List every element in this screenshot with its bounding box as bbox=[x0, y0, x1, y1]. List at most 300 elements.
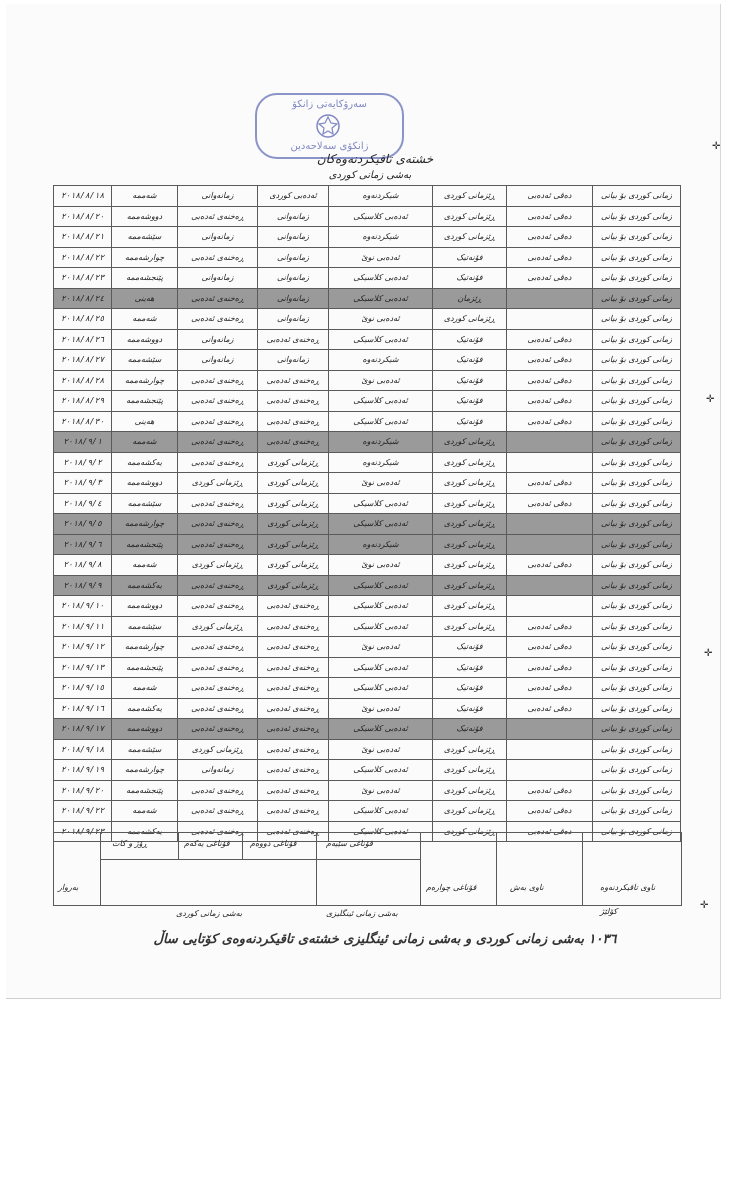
cell-day: شەممە bbox=[112, 555, 178, 576]
table-row bbox=[54, 247, 681, 268]
table-row bbox=[54, 432, 681, 453]
table-row bbox=[54, 698, 681, 719]
table-row bbox=[54, 493, 681, 514]
table-row bbox=[54, 657, 681, 678]
cell-c6: زمانی کوردی بۆ بیانی bbox=[593, 247, 681, 268]
cell-day: پێنجشەممە bbox=[112, 268, 178, 289]
cell-c4: ڕێزمانی کوردی bbox=[433, 452, 507, 473]
cell-c5: دەقی ئەدەبی bbox=[507, 268, 593, 289]
cell-c3: ئەدەبی کلاسیکی bbox=[329, 657, 433, 678]
cell-c6: زمانی کوردی بۆ بیانی bbox=[593, 637, 681, 658]
cell-c2: ڕێزمانی کوردی bbox=[258, 493, 329, 514]
cell-c1: ڕەخنەی ئەدەبی bbox=[178, 247, 258, 268]
cell-date: ٢٠١٨/٩/١٠ bbox=[54, 596, 112, 617]
cell-c4: ڕێزمانی کوردی bbox=[433, 821, 507, 842]
cell-c5: دەقی ئەدەبی bbox=[507, 227, 593, 248]
cell-c4: فۆنەتیک bbox=[433, 391, 507, 412]
cell-c4: ڕێزمانی کوردی bbox=[433, 780, 507, 801]
cell-c2: زمانەوانی bbox=[258, 206, 329, 227]
cell-c4: فۆنەتیک bbox=[433, 329, 507, 350]
cell-date: ٢٠١٨/٩/٢٣ bbox=[54, 821, 112, 842]
cell-c2: ڕەخنەی ئەدەبی bbox=[258, 432, 329, 453]
cell-c1: ڕەخنەی ئەدەبی bbox=[178, 678, 258, 699]
stamp-bottom-text: زانکۆی سەلاحەدین bbox=[290, 141, 369, 152]
cell-c1: ڕەخنەی ئەدەبی bbox=[178, 596, 258, 617]
table-row bbox=[54, 801, 681, 822]
cell-c3: ئەدەبی نوێ bbox=[329, 473, 433, 494]
cell-date: ٢٠١٨/٩/٨ bbox=[54, 555, 112, 576]
table-row bbox=[54, 514, 681, 535]
cell-c3: ئەدەبی نوێ bbox=[329, 370, 433, 391]
table-row bbox=[54, 288, 681, 309]
cell-c5 bbox=[507, 534, 593, 555]
cell-c2: زمانەوانی bbox=[258, 268, 329, 289]
cell-c4: فۆنەتیک bbox=[433, 247, 507, 268]
cell-c2: ڕەخنەی ئەدەبی bbox=[258, 329, 329, 350]
cell-c6: زمانی کوردی بۆ بیانی bbox=[593, 801, 681, 822]
cell-c6: زمانی کوردی بۆ بیانی bbox=[593, 206, 681, 227]
cell-c4: ڕێزمانی کوردی bbox=[433, 596, 507, 617]
table-row bbox=[54, 596, 681, 617]
cell-c6: زمانی کوردی بۆ بیانی bbox=[593, 616, 681, 637]
cell-c3: ئەدەبی نوێ bbox=[329, 247, 433, 268]
cell-date: ٢٠١٨/٨/٢٤ bbox=[54, 288, 112, 309]
cell-c5 bbox=[507, 452, 593, 473]
cell-c3: ئەدەبی کلاسیکی bbox=[329, 596, 433, 617]
cell-c4: فۆنەتیک bbox=[433, 268, 507, 289]
footer-group-2: بەشی زمانی ئینگلیزی bbox=[326, 909, 398, 918]
cell-c5: دەقی ئەدەبی bbox=[507, 350, 593, 371]
margin-mark-3: ✛ bbox=[704, 648, 713, 659]
cell-c2: ڕەخنەی ئەدەبی bbox=[258, 719, 329, 740]
cell-c4: ڕێزمانی کوردی bbox=[433, 616, 507, 637]
cell-c2: ڕەخنەی ئەدەبی bbox=[258, 391, 329, 412]
cell-c5 bbox=[507, 575, 593, 596]
cell-date: ٢٠١٨/٨/٢٠ bbox=[54, 206, 112, 227]
cell-c6: زمانی کوردی بۆ بیانی bbox=[593, 370, 681, 391]
cell-c3: ئەدەبی کلاسیکی bbox=[329, 329, 433, 350]
cell-c5: دەقی ئەدەبی bbox=[507, 637, 593, 658]
cell-c6: زمانی کوردی بۆ بیانی bbox=[593, 821, 681, 842]
cell-c6: زمانی کوردی بۆ بیانی bbox=[593, 596, 681, 617]
cell-day: دووشەممە bbox=[112, 473, 178, 494]
cell-c2: ڕەخنەی ئەدەبی bbox=[258, 411, 329, 432]
cell-c2: زمانەوانی bbox=[258, 247, 329, 268]
footer-col-g: ناوی تاقیکردنەوە bbox=[600, 883, 656, 892]
cell-c2: زمانەوانی bbox=[258, 227, 329, 248]
table-row bbox=[54, 370, 681, 391]
cell-c1: ڕەخنەی ئەدەبی bbox=[178, 391, 258, 412]
footer-col-d: قۆناغی چوارەم bbox=[426, 883, 477, 892]
cell-c4: ڕێزمانی کوردی bbox=[433, 432, 507, 453]
margin-mark-1: ✛ bbox=[712, 141, 721, 152]
cell-c5 bbox=[507, 288, 593, 309]
cell-c2: ڕەخنەی ئەدەبی bbox=[258, 801, 329, 822]
cell-c5: دەقی ئەدەبی bbox=[507, 678, 593, 699]
table-row bbox=[54, 452, 681, 473]
cell-date: ٢٠١٨/٩/٥ bbox=[54, 514, 112, 535]
cell-c2: ڕەخنەی ئەدەبی bbox=[258, 780, 329, 801]
cell-c2: ڕەخنەی ئەدەبی bbox=[258, 637, 329, 658]
cell-c2: ڕێزمانی کوردی bbox=[258, 555, 329, 576]
cell-c6: زمانی کوردی بۆ بیانی bbox=[593, 452, 681, 473]
cell-c1: ڕەخنەی ئەدەبی bbox=[178, 821, 258, 842]
table-row bbox=[54, 719, 681, 740]
cell-c1: ڕێزمانی کوردی bbox=[178, 616, 258, 637]
cell-day: شەممە bbox=[112, 801, 178, 822]
cell-c6: زمانی کوردی بۆ بیانی bbox=[593, 678, 681, 699]
cell-date: ٢٠١٨/٨/٢٢ bbox=[54, 247, 112, 268]
table-row bbox=[54, 616, 681, 637]
cell-c2: زمانەوانی bbox=[258, 288, 329, 309]
cell-c5: دەقی ئەدەبی bbox=[507, 698, 593, 719]
cell-day: چوارشەممە bbox=[112, 370, 178, 391]
stamp-top-text: سەرۆکایەتی زانکۆ bbox=[292, 99, 367, 110]
cell-day: یەکشەممە bbox=[112, 698, 178, 719]
cell-c6: زمانی کوردی بۆ بیانی bbox=[593, 555, 681, 576]
cell-day: شەممە bbox=[112, 678, 178, 699]
cell-c1: ڕەخنەی ئەدەبی bbox=[178, 432, 258, 453]
cell-c4: ڕێزمانی کوردی bbox=[433, 493, 507, 514]
cell-c5 bbox=[507, 719, 593, 740]
cell-c4: فۆنەتیک bbox=[433, 637, 507, 658]
cell-day: شەممە bbox=[112, 186, 178, 207]
cell-c2: ڕەخنەی ئەدەبی bbox=[258, 596, 329, 617]
table-row bbox=[54, 555, 681, 576]
cell-c6: زمانی کوردی بۆ بیانی bbox=[593, 780, 681, 801]
cell-c2: ڕێزمانی کوردی bbox=[258, 473, 329, 494]
cell-c1: ڕەخنەی ئەدەبی bbox=[178, 719, 258, 740]
cell-c1: ڕەخنەی ئەدەبی bbox=[178, 309, 258, 330]
footer-col-f: کۆلێژ bbox=[600, 907, 618, 916]
cell-c3: ئەدەبی کلاسیکی bbox=[329, 678, 433, 699]
cell-day: هەینی bbox=[112, 288, 178, 309]
cell-day: چوارشەممە bbox=[112, 637, 178, 658]
cell-day: یەکشەممە bbox=[112, 821, 178, 842]
cell-date: ٢٠١٨/٩/١٦ bbox=[54, 698, 112, 719]
cell-c5 bbox=[507, 432, 593, 453]
document-subtitle: بەشی زمانی کوردی bbox=[328, 170, 412, 181]
cell-c4: ڕێزمانی کوردی bbox=[433, 555, 507, 576]
cell-c6: زمانی کوردی بۆ بیانی bbox=[593, 329, 681, 350]
footer-header-table bbox=[53, 832, 682, 918]
cell-c3: ئەدەبی کلاسیکی bbox=[329, 206, 433, 227]
cell-day: پێنجشەممە bbox=[112, 657, 178, 678]
cell-c6: زمانی کوردی بۆ بیانی bbox=[593, 473, 681, 494]
table-row bbox=[54, 329, 681, 350]
cell-c5: دەقی ئەدەبی bbox=[507, 555, 593, 576]
cell-c4: فۆنەتیک bbox=[433, 370, 507, 391]
cell-date: ٢٠١٨/٩/١٥ bbox=[54, 678, 112, 699]
cell-c4: ڕێزمانی کوردی bbox=[433, 801, 507, 822]
cell-c5: دەقی ئەدەبی bbox=[507, 801, 593, 822]
cell-c1: زمانەوانی bbox=[178, 329, 258, 350]
cell-c5: دەقی ئەدەبی bbox=[507, 247, 593, 268]
cell-c3: ئەدەبی نوێ bbox=[329, 739, 433, 760]
cell-c1: ڕەخنەی ئەدەبی bbox=[178, 370, 258, 391]
cell-c6: زمانی کوردی بۆ بیانی bbox=[593, 432, 681, 453]
footer-day-header: ڕۆژ و کات bbox=[112, 839, 148, 848]
cell-c1: ڕەخنەی ئەدەبی bbox=[178, 801, 258, 822]
cell-day: پێنجشەممە bbox=[112, 780, 178, 801]
cell-day: هەینی bbox=[112, 411, 178, 432]
table-row bbox=[54, 391, 681, 412]
cell-c4: فۆنەتیک bbox=[433, 411, 507, 432]
cell-c5: دەقی ئەدەبی bbox=[507, 411, 593, 432]
cell-c4: ڕێزمان bbox=[433, 288, 507, 309]
cell-day: سێشەممە bbox=[112, 493, 178, 514]
cell-c3: ئەدەبی کلاسیکی bbox=[329, 719, 433, 740]
cell-c2: ڕەخنەی ئەدەبی bbox=[258, 678, 329, 699]
cell-c4: ڕێزمانی کوردی bbox=[433, 473, 507, 494]
cell-c1: ڕێزمانی کوردی bbox=[178, 473, 258, 494]
cell-c6: زمانی کوردی بۆ بیانی bbox=[593, 350, 681, 371]
cell-c1: ڕەخنەی ئەدەبی bbox=[178, 534, 258, 555]
cell-day: دووشەممە bbox=[112, 329, 178, 350]
cell-c2: ڕەخنەی ئەدەبی bbox=[258, 657, 329, 678]
table-row bbox=[54, 473, 681, 494]
table-row bbox=[54, 739, 681, 760]
table-row bbox=[54, 206, 681, 227]
cell-c3: ئەدەبی کلاسیکی bbox=[329, 801, 433, 822]
cell-c5 bbox=[507, 760, 593, 781]
cell-c4: ڕێزمانی کوردی bbox=[433, 534, 507, 555]
cell-date: ٢٠١٨/٩/٢٢ bbox=[54, 801, 112, 822]
cell-c1: زمانەوانی bbox=[178, 350, 258, 371]
cell-date: ٢٠١٨/٨/٢١ bbox=[54, 227, 112, 248]
cell-c2: ڕێزمانی کوردی bbox=[258, 534, 329, 555]
cell-c4: ڕێزمانی کوردی bbox=[433, 760, 507, 781]
cell-date: ٢٠١٨/٨/٢٧ bbox=[54, 350, 112, 371]
cell-c5: دەقی ئەدەبی bbox=[507, 206, 593, 227]
cell-c5: دەقی ئەدەبی bbox=[507, 821, 593, 842]
cell-c5: دەقی ئەدەبی bbox=[507, 186, 593, 207]
table-row bbox=[54, 268, 681, 289]
footer-col-b: قۆناغی دووەم bbox=[250, 839, 297, 848]
cell-day: سێشەممە bbox=[112, 350, 178, 371]
table-row bbox=[54, 411, 681, 432]
table-row bbox=[54, 350, 681, 371]
footer-date-label: بەروار bbox=[58, 883, 79, 892]
cell-c3: شیکردنەوە bbox=[329, 452, 433, 473]
table-row bbox=[54, 780, 681, 801]
cell-date: ٢٠١٨/٩/٣ bbox=[54, 473, 112, 494]
cell-c3: ئەدەبی کلاسیکی bbox=[329, 616, 433, 637]
cell-date: ٢٠١٨/٩/١١ bbox=[54, 616, 112, 637]
cell-c3: ئەدەبی نوێ bbox=[329, 309, 433, 330]
cell-c5: دەقی ئەدەبی bbox=[507, 329, 593, 350]
cell-date: ٢٠١٨/٩/٢٠ bbox=[54, 780, 112, 801]
cell-c6: زمانی کوردی بۆ بیانی bbox=[593, 288, 681, 309]
cell-c2: ڕەخنەی ئەدەبی bbox=[258, 739, 329, 760]
footer-note: ١٠٣٦ بەشی زمانی کوردی و بەشی زمانی ئینگلیزی خشتەی تاقیکردنەوەی کۆتایی ساڵ bbox=[153, 932, 617, 947]
cell-c6: زمانی کوردی بۆ بیانی bbox=[593, 268, 681, 289]
cell-c4: ڕێزمانی کوردی bbox=[433, 514, 507, 535]
cell-c6: زمانی کوردی بۆ بیانی bbox=[593, 309, 681, 330]
cell-c2: ڕێزمانی کوردی bbox=[258, 575, 329, 596]
cell-c3: ئەدەبی کلاسیکی bbox=[329, 411, 433, 432]
cell-c3: ئەدەبی کلاسیکی bbox=[329, 493, 433, 514]
cell-c6: زمانی کوردی بۆ بیانی bbox=[593, 575, 681, 596]
cell-c3: ئەدەبی کلاسیکی bbox=[329, 268, 433, 289]
cell-c1: ڕەخنەی ئەدەبی bbox=[178, 288, 258, 309]
table-row bbox=[54, 186, 681, 207]
cell-c1: ڕەخنەی ئەدەبی bbox=[178, 206, 258, 227]
cell-c2: ئەدەبی کوردی bbox=[258, 186, 329, 207]
cell-c2: ڕەخنەی ئەدەبی bbox=[258, 760, 329, 781]
cell-c4: ڕێزمانی کوردی bbox=[433, 227, 507, 248]
table-row bbox=[54, 678, 681, 699]
cell-day: چوارشەممە bbox=[112, 247, 178, 268]
cell-c3: ئەدەبی کلاسیکی bbox=[329, 391, 433, 412]
cell-date: ٢٠١٨/٩/٩ bbox=[54, 575, 112, 596]
cell-c2: ڕەخنەی ئەدەبی bbox=[258, 616, 329, 637]
cell-c3: شیکردنەوە bbox=[329, 534, 433, 555]
cell-day: دووشەممە bbox=[112, 719, 178, 740]
cell-c3: ئەدەبی نوێ bbox=[329, 698, 433, 719]
cell-day: پێنجشەممە bbox=[112, 391, 178, 412]
cell-day: یەکشەممە bbox=[112, 452, 178, 473]
stamp-emblem-icon bbox=[315, 113, 341, 139]
cell-c2: زمانەوانی bbox=[258, 309, 329, 330]
footer-group-1: بەشی زمانی کوردی bbox=[176, 909, 243, 918]
cell-date: ٢٠١٨/٩/٦ bbox=[54, 534, 112, 555]
cell-c2: زمانەوانی bbox=[258, 350, 329, 371]
cell-day: دووشەممە bbox=[112, 596, 178, 617]
cell-c3: ئەدەبی کلاسیکی bbox=[329, 514, 433, 535]
cell-c2: ڕێزمانی کوردی bbox=[258, 514, 329, 535]
cell-c5: دەقی ئەدەبی bbox=[507, 370, 593, 391]
cell-c1: ڕەخنەی ئەدەبی bbox=[178, 493, 258, 514]
cell-c6: زمانی کوردی بۆ بیانی bbox=[593, 411, 681, 432]
cell-day: سێشەممە bbox=[112, 227, 178, 248]
cell-day: پێنجشەممە bbox=[112, 534, 178, 555]
cell-day: شەممە bbox=[112, 309, 178, 330]
cell-c1: ڕێزمانی کوردی bbox=[178, 739, 258, 760]
cell-date: ٢٠١٨/٨/٢٦ bbox=[54, 329, 112, 350]
cell-c6: زمانی کوردی بۆ بیانی bbox=[593, 186, 681, 207]
cell-date: ٢٠١٨/٨/٢٣ bbox=[54, 268, 112, 289]
cell-c1: ڕەخنەی ئەدەبی bbox=[178, 575, 258, 596]
cell-c2: ڕەخنەی ئەدەبی bbox=[258, 698, 329, 719]
cell-c6: زمانی کوردی بۆ بیانی bbox=[593, 227, 681, 248]
cell-c6: زمانی کوردی بۆ بیانی bbox=[593, 760, 681, 781]
cell-c4: فۆنەتیک bbox=[433, 719, 507, 740]
cell-c5: دەقی ئەدەبی bbox=[507, 780, 593, 801]
cell-c3: ئەدەبی نوێ bbox=[329, 555, 433, 576]
cell-date: ٢٠١٨/٨/٢٩ bbox=[54, 391, 112, 412]
cell-c1: ڕەخنەی ئەدەبی bbox=[178, 452, 258, 473]
cell-day: دووشەممە bbox=[112, 206, 178, 227]
footer-col-e: ناوی بەش bbox=[510, 883, 544, 892]
cell-day: چوارشەممە bbox=[112, 514, 178, 535]
cell-c4: ڕێزمانی کوردی bbox=[433, 186, 507, 207]
cell-c3: شیکردنەوە bbox=[329, 186, 433, 207]
cell-c3: ئەدەبی کلاسیکی bbox=[329, 821, 433, 842]
cell-c1: ڕەخنەی ئەدەبی bbox=[178, 657, 258, 678]
cell-c5 bbox=[507, 596, 593, 617]
cell-c5 bbox=[507, 739, 593, 760]
cell-date: ٢٠١٨/٩/١٩ bbox=[54, 760, 112, 781]
cell-c4: ڕێزمانی کوردی bbox=[433, 309, 507, 330]
cell-date: ٢٠١٨/٩/١٢ bbox=[54, 637, 112, 658]
cell-c3: ئەدەبی نوێ bbox=[329, 780, 433, 801]
cell-date: ٢٠١٨/٨/٣٠ bbox=[54, 411, 112, 432]
cell-date: ٢٠١٨/٩/١٨ bbox=[54, 739, 112, 760]
cell-c1: ڕێزمانی کوردی bbox=[178, 555, 258, 576]
cell-c1: ڕەخنەی ئەدەبی bbox=[178, 780, 258, 801]
cell-c1: ڕەخنەی ئەدەبی bbox=[178, 411, 258, 432]
cell-day: سێشەممە bbox=[112, 739, 178, 760]
cell-date: ٢٠١٨/٨/٢٥ bbox=[54, 309, 112, 330]
cell-c2: ڕەخنەی ئەدەبی bbox=[258, 821, 329, 842]
cell-c4: فۆنەتیک bbox=[433, 657, 507, 678]
table-row bbox=[54, 227, 681, 248]
cell-c1: زمانەوانی bbox=[178, 227, 258, 248]
cell-c6: زمانی کوردی بۆ بیانی bbox=[593, 657, 681, 678]
cell-c3: ئەدەبی کلاسیکی bbox=[329, 575, 433, 596]
cell-day: چوارشەممە bbox=[112, 760, 178, 781]
cell-c4: فۆنەتیک bbox=[433, 698, 507, 719]
cell-date: ٢٠١٨/٩/٢ bbox=[54, 452, 112, 473]
cell-c1: زمانەوانی bbox=[178, 268, 258, 289]
cell-c6: زمانی کوردی بۆ بیانی bbox=[593, 493, 681, 514]
cell-c5: دەقی ئەدەبی bbox=[507, 616, 593, 637]
cell-c1: زمانەوانی bbox=[178, 186, 258, 207]
margin-mark-4: ✛ bbox=[700, 900, 709, 911]
official-stamp bbox=[255, 93, 404, 159]
cell-c5: دەقی ئەدەبی bbox=[507, 657, 593, 678]
cell-c2: ڕێزمانی کوردی bbox=[258, 452, 329, 473]
cell-c3: شیکردنەوە bbox=[329, 432, 433, 453]
cell-date: ٢٠١٨/٩/٤ bbox=[54, 493, 112, 514]
cell-c4: ڕێزمانی کوردی bbox=[433, 575, 507, 596]
table-row bbox=[54, 534, 681, 555]
table-row bbox=[54, 575, 681, 596]
cell-c1: ڕەخنەی ئەدەبی bbox=[178, 637, 258, 658]
cell-c5 bbox=[507, 514, 593, 535]
cell-c6: زمانی کوردی بۆ بیانی bbox=[593, 391, 681, 412]
cell-c6: زمانی کوردی بۆ بیانی bbox=[593, 739, 681, 760]
cell-c4: فۆنەتیک bbox=[433, 678, 507, 699]
cell-date: ٢٠١٨/٨/١٨ bbox=[54, 186, 112, 207]
cell-date: ٢٠١٨/٩/١٣ bbox=[54, 657, 112, 678]
cell-date: ٢٠١٨/٨/٢٨ bbox=[54, 370, 112, 391]
cell-c1: زمانەوانی bbox=[178, 760, 258, 781]
cell-c5: دەقی ئەدەبی bbox=[507, 391, 593, 412]
cell-date: ٢٠١٨/٩/١ bbox=[54, 432, 112, 453]
cell-c5 bbox=[507, 309, 593, 330]
footer-col-a: قۆناغی یەکەم bbox=[184, 839, 230, 848]
cell-c4: ڕێزمانی کوردی bbox=[433, 739, 507, 760]
cell-c6: زمانی کوردی بۆ بیانی bbox=[593, 719, 681, 740]
cell-c3: شیکردنەوە bbox=[329, 350, 433, 371]
cell-c3: شیکردنەوە bbox=[329, 227, 433, 248]
cell-date: ٢٠١٨/٩/١٧ bbox=[54, 719, 112, 740]
cell-day: یەکشەممە bbox=[112, 575, 178, 596]
table-row bbox=[54, 637, 681, 658]
cell-c1: ڕەخنەی ئەدەبی bbox=[178, 698, 258, 719]
cell-day: شەممە bbox=[112, 432, 178, 453]
cell-c2: ڕەخنەی ئەدەبی bbox=[258, 370, 329, 391]
cell-c6: زمانی کوردی بۆ بیانی bbox=[593, 698, 681, 719]
margin-mark-2: ✛ bbox=[706, 394, 715, 405]
cell-c4: فۆنەتیک bbox=[433, 350, 507, 371]
cell-day: سێشەممە bbox=[112, 616, 178, 637]
cell-c4: ڕێزمانی کوردی bbox=[433, 206, 507, 227]
cell-c3: ئەدەبی نوێ bbox=[329, 637, 433, 658]
table-row bbox=[54, 760, 681, 781]
